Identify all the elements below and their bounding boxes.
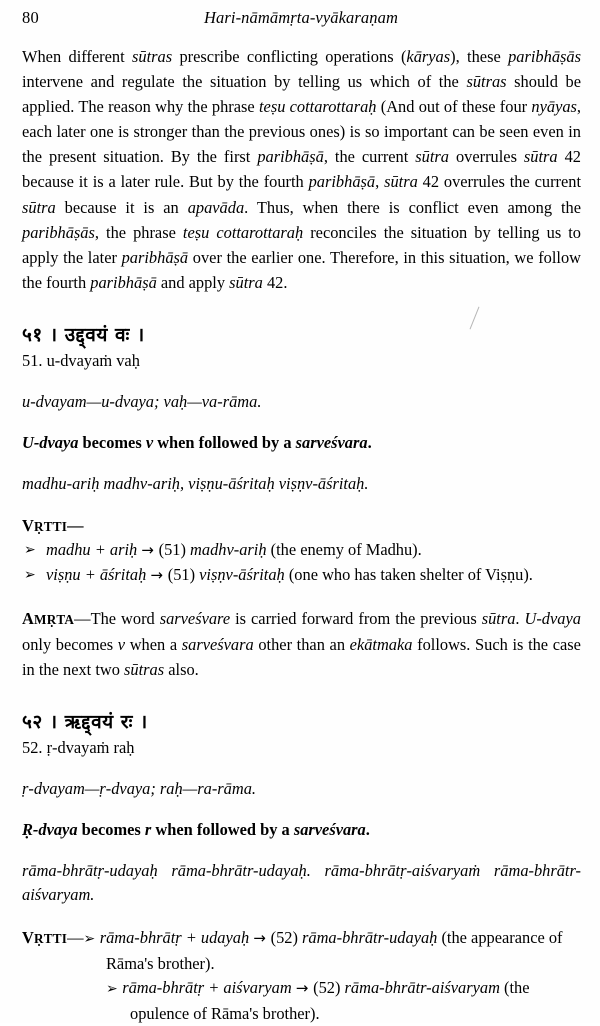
text-run: . <box>365 819 370 839</box>
vrtti-result: madhv-ariḥ <box>190 540 271 560</box>
text-run: paribhāṣās <box>508 47 581 66</box>
sutra-52-devanagari: ५२ । ऋद्द्वयं रः । <box>22 710 148 733</box>
intro-paragraph-runs <box>22 47 581 292</box>
bullet-arrow-icon: ➢ <box>24 567 36 584</box>
vrtti-meaning: (the appearance of Rāma's brother). <box>106 927 563 973</box>
vrtti-input: rāma-bhrātṛ + aiśvaryam <box>122 978 296 998</box>
text-run: . <box>367 432 372 452</box>
bullet-arrow-icon: ➢ <box>24 542 36 559</box>
text-run: teṣu cottarottaraḥ <box>258 97 377 117</box>
sutra-51-amrta <box>22 606 581 682</box>
page-number: 80 <box>22 8 39 27</box>
book-title: Hari-nāmāmṛta-vyākaraṇam <box>204 8 398 27</box>
vrtti-result: rāma-bhrātr-udayaḥ <box>302 927 442 947</box>
intro-paragraph <box>22 44 581 295</box>
vrtti-label-smallcaps: ṚTTI <box>34 930 68 946</box>
arrow-right-icon: → <box>141 541 159 560</box>
text-run: Such <box>475 634 508 654</box>
text-run: , <box>375 172 385 192</box>
text-run: sūtra <box>415 147 449 167</box>
text-run: a <box>169 634 178 654</box>
text-run: other <box>258 634 293 654</box>
text-run: two <box>95 659 120 679</box>
vrtti-meaning: (one who has taken shelter of Viṣṇu). <box>288 565 533 585</box>
text-run: apavāda <box>187 197 245 217</box>
text-run: becomes <box>78 432 146 452</box>
sutra-51-vrtti-heading <box>22 514 581 538</box>
text-run: next <box>63 659 92 679</box>
vrtti-dash: — <box>67 516 84 536</box>
sutra-51-rule <box>22 431 581 454</box>
running-head <box>22 8 580 34</box>
vrtti-label-initial: V <box>22 516 35 536</box>
text-run: paribhāṣās <box>22 222 95 242</box>
text-run: , each later one is stronger than the previous ones) is so important can be seen even in the present situation. By the first <box>22 97 582 167</box>
sutra-52-block <box>22 708 581 1026</box>
amrta-dash: — <box>74 608 91 628</box>
sutra-52-vrtti-first-item <box>22 926 581 976</box>
text-run: sūtras <box>132 47 173 66</box>
text-run: over the earlier one. Therefore, in this situation, we follow the fourth <box>22 247 581 292</box>
text-run: sarveśvara <box>181 634 254 654</box>
vrtti-input: madhu + ariḥ <box>46 540 142 560</box>
text-run: case <box>552 634 581 654</box>
text-run: prescribe conflicting operations ( <box>172 47 407 66</box>
vrtti-sutra-ref: (52) <box>270 927 303 947</box>
text-run: carried <box>251 608 297 628</box>
sutra-51-vrtti-list <box>22 538 581 587</box>
text-run: because it is an <box>55 197 188 217</box>
text-run: sūtra <box>229 272 263 292</box>
text-run: v <box>145 432 154 452</box>
vrtti-label-smallcaps: ṚTTI <box>34 519 68 535</box>
vrtti-item <box>22 563 581 588</box>
text-run: in <box>22 659 35 679</box>
text-run: and apply <box>156 272 230 292</box>
text-run: paribhāṣā <box>257 147 324 167</box>
text-run: , the phrase <box>94 222 183 242</box>
text-run: sarveśvare <box>159 608 231 628</box>
amrta-label-initial: A <box>22 608 35 628</box>
sutra-52-gloss: ṛ-dvayam—ṛ-dvaya; raḥ—ra-rāma. <box>22 778 256 798</box>
text-run: 42. <box>262 272 288 292</box>
text-run: when followed by a <box>153 432 296 452</box>
text-run: sūtra <box>384 172 418 192</box>
arrow-right-icon: → <box>150 566 168 585</box>
text-run: intervene and regulate the situation by telling us which of the <box>22 72 467 92</box>
arrow-right-icon: → <box>295 979 314 998</box>
text-run: is <box>512 634 524 654</box>
amrta-body-text: The word sarveśvare is carried forward from the previous sūtra. U-dvaya only becomes v when a sarveśvara other than an ekātmaka follows. Such is the case in the next two sūtras also. <box>22 608 581 679</box>
sutra-51-block <box>22 321 581 682</box>
text-run: teṣu cottarottaraḥ <box>182 222 304 242</box>
text-run: When different <box>22 47 133 66</box>
text-run: ), these <box>450 47 509 66</box>
text-run: kāryas <box>406 47 451 66</box>
sutra-52-transliteration: 52. ṛ-dvayaṁ raḥ <box>22 737 135 757</box>
text-run: The <box>90 608 117 628</box>
bullet-arrow-icon: ➢ <box>106 981 123 998</box>
vrtti-meaning: (the opulence of Rāma's brother). <box>130 978 530 1023</box>
text-run: 42 overrules the current <box>417 172 582 192</box>
text-run: the <box>528 634 549 654</box>
text-run: the <box>38 659 59 679</box>
vrtti-item <box>22 538 581 563</box>
text-run: sūtra <box>523 147 558 167</box>
vrtti-result: viṣṇv-āśritaḥ <box>199 565 289 585</box>
arrow-right-icon: → <box>253 928 271 947</box>
text-run: only <box>22 634 52 654</box>
text-run: U-dvaya <box>22 432 79 452</box>
text-run: . Thus, when there is conflict even among the <box>244 197 581 217</box>
sutra-51-devanagari: ५१ । उद्द्वयं वः । <box>22 323 145 346</box>
text-run: should be applied. The reason why the phrase <box>22 72 581 117</box>
text-run: an <box>329 634 346 654</box>
text-run: than <box>296 634 325 654</box>
sutra-52-vrtti-block <box>22 926 581 1026</box>
text-run: becomes <box>77 819 145 839</box>
text-run: sūtra <box>22 197 56 217</box>
sutra-52-rule <box>22 818 581 841</box>
text-run: U-dvaya <box>524 608 581 628</box>
text-run: sūtras <box>466 72 507 92</box>
vrtti-sutra-ref: (51) <box>158 540 191 560</box>
text-run: paribhāṣā <box>121 247 189 267</box>
text-run: sūtra <box>481 608 516 628</box>
vrtti-input: rāma-bhrātṛ + udayaḥ <box>99 927 254 947</box>
vrtti-input: viṣṇu + āśritaḥ <box>46 565 151 585</box>
text-run: Ṛ-dvaya <box>22 819 78 839</box>
text-run: r <box>144 819 152 839</box>
text-run: the <box>395 608 416 628</box>
text-run: becomes <box>55 634 114 654</box>
sutra-52-vrtti-second-item <box>22 976 581 1026</box>
text-run: paribhāṣā <box>90 272 157 292</box>
text-run: paribhāṣā <box>308 172 376 192</box>
vrtti-sutra-ref: (51) <box>167 565 200 585</box>
text-run: overrules <box>448 147 524 167</box>
sutra-51-transliteration: 51. u-dvayaṁ vaḥ <box>22 350 140 370</box>
text-run: , the current <box>323 147 416 167</box>
text-run: word <box>121 608 155 628</box>
text-run: when <box>129 634 166 654</box>
text-run: forward <box>301 608 354 628</box>
text-run: 42 because it is a later rule. But by the fourth <box>22 147 581 192</box>
sutra-51-examples: madhu-ariḥ madhv-ariḥ, viṣṇu-āśritaḥ viṣṇv-āśritaḥ. <box>22 473 369 493</box>
bullet-arrow-icon: ➢ <box>83 930 100 947</box>
vrtti-label-initial: V <box>22 927 35 947</box>
text-run: (And out of these four <box>376 97 532 117</box>
text-run: nyāyas <box>531 97 577 117</box>
text-run: v <box>117 634 126 654</box>
sutra-51-gloss: u-dvayam—u-dvaya; vaḥ—va-rāma. <box>22 391 262 411</box>
text-run: follows. <box>417 634 471 654</box>
text-run: from <box>358 608 391 628</box>
text-run: also. <box>168 659 199 679</box>
text-run: sarveśvara <box>295 432 368 452</box>
page-body <box>22 44 581 1026</box>
vrtti-dash: — <box>67 927 84 947</box>
text-run: reconciles the situation by telling us to apply the later <box>22 222 581 267</box>
text-run: is <box>235 608 247 628</box>
text-run: sūtras <box>124 659 165 679</box>
sutra-52-examples: rāma-bhrātṛ-udayaḥ rāma-bhrātr-udayaḥ. rāma-bhrātṛ-aiśvaryaṁ rāma-bhrātr-aiśvaryam. <box>22 860 581 905</box>
text-run: ekātmaka <box>349 634 413 654</box>
text-run: sarveśvara <box>293 819 366 839</box>
text-run: previous <box>420 608 477 628</box>
vrtti-meaning: (the enemy of Madhu). <box>270 540 422 560</box>
text-run: when followed by a <box>151 819 294 839</box>
vrtti-sutra-ref: (52) <box>313 978 345 998</box>
amrta-label-smallcaps: MṚTA <box>34 611 75 627</box>
vrtti-result: rāma-bhrātr-aiśvaryam <box>344 978 505 998</box>
